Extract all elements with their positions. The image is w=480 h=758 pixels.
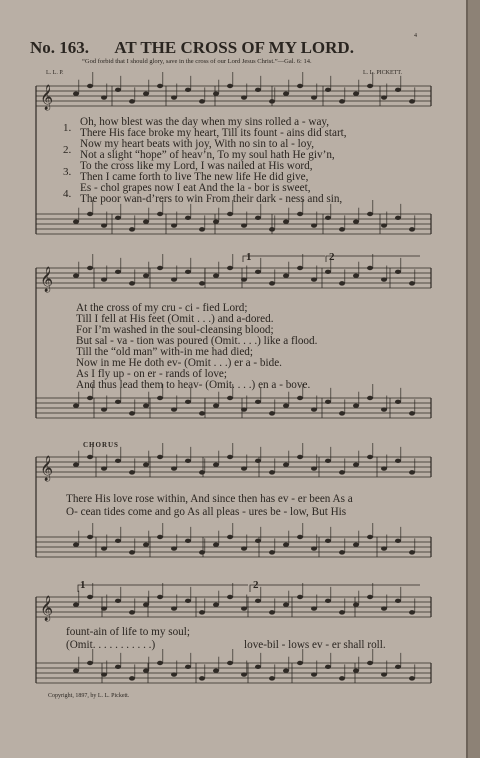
verse-1-line-b: There His face broke my heart, Till its fount - ains did start, [80, 127, 347, 139]
system-3-treble-note [283, 462, 289, 466]
system-3-bass-note [115, 539, 121, 543]
system-4-treble-note [171, 606, 177, 610]
system-3-treble-note [101, 466, 107, 470]
verse-4-line-b: The poor wan-d’rers to win From their dark - ness and sin, [80, 193, 343, 205]
system-4-treble-note [395, 599, 401, 603]
system-4-treble-note [283, 602, 289, 606]
system-2-treble-note [255, 270, 261, 274]
system-1-bass-note [283, 219, 289, 223]
system-2-treble-note [115, 270, 121, 274]
system-2-bass-note [213, 403, 219, 407]
system-2-treble-note [101, 277, 107, 281]
system-1-bass-note [367, 212, 373, 216]
system-1-bass-note [241, 223, 247, 227]
system-2-bass-note [73, 403, 79, 407]
chorus-line-4-second: love-bil - lows ev - er shall roll. [244, 639, 386, 651]
system-2-bass-note [353, 403, 359, 407]
system-4-treble-note [241, 606, 247, 610]
system-2-bass-note [143, 403, 149, 407]
system-4-treble-note [115, 599, 121, 603]
system-2-treble-note [241, 277, 247, 281]
system-4-bass-note [339, 676, 345, 680]
first-ending-bracket [243, 256, 325, 262]
system-2-bass-note [311, 407, 317, 411]
verse-1-line-d: Till I fell at His feet (Omit . . .) and a-dored. [76, 313, 274, 325]
system-4-bass-note [87, 661, 93, 665]
system-4-bass-note [353, 668, 359, 672]
system-2-treble-note [381, 277, 387, 281]
system-4-treble-note [381, 606, 387, 610]
system-1-bass-note [157, 212, 163, 216]
system-3-bass-note [241, 546, 247, 550]
system-3-treble-note [311, 466, 317, 470]
system-1-bass-note [213, 219, 219, 223]
verse-2-line-a: Now my heart beats with joy, With no sin to al - loy, [80, 138, 315, 150]
system-4-treble-note [143, 602, 149, 606]
system-4-treble-note [129, 610, 135, 614]
first-ending-mark: 1 [246, 251, 252, 263]
system-4-treble-note [311, 606, 317, 610]
system-2-treble-note [87, 266, 93, 270]
system-2-treble-note [311, 277, 317, 281]
system-1-bass-note [185, 216, 191, 220]
system-1-bass-note [269, 227, 275, 231]
chorus-line-1: There His love rose within, And since then has ev - er been As a [66, 493, 353, 505]
verse-3-line-b: Then I came forth to live The new life He did give, [80, 171, 309, 183]
system-3-treble-note [255, 459, 261, 463]
chorus-first-ending-mark: 1 [80, 579, 86, 591]
system-4-treble-note [297, 595, 303, 599]
system-2-bass-note [241, 407, 247, 411]
system-1-bass-note [171, 223, 177, 227]
system-3-treble-note [381, 466, 387, 470]
system-1-treble-note [185, 88, 191, 92]
system-2-treble-note [283, 273, 289, 277]
system-2-treble-note [73, 273, 79, 277]
system-1-treble-note [115, 88, 121, 92]
system-4-bass-note [381, 672, 387, 676]
system-4-bass-note [101, 672, 107, 676]
verse-3-line-a: To the cross like my Lord, I was nailed at His word, [80, 160, 313, 172]
system-2-bass-note [367, 396, 373, 400]
system-4-treble-note [353, 602, 359, 606]
system-4-bass-note [409, 676, 415, 680]
system-3-treble-note [269, 470, 275, 474]
copyright: Copyright, 1897, by L. L. Pickett. [48, 693, 130, 699]
system-2-treble-note [143, 273, 149, 277]
chorus-second-ending-bracket [250, 585, 420, 592]
verse-3-line-c: Till the “old man” with-in me had died; [76, 346, 254, 358]
system-4-treble-note [87, 595, 93, 599]
verse-2-line-d: But sal - va - tion was poured (Omit. . . .) like a flood. [76, 335, 318, 347]
system-2-bass-note [129, 411, 135, 415]
system-3-treble-note [213, 462, 219, 466]
system-1-bass-note [339, 227, 345, 231]
system-3-treble-note [367, 455, 373, 459]
system-2-treble-note [227, 266, 233, 270]
system-3-bass-note [101, 546, 107, 550]
chorus-line-2: O- cean tides come and go As all pleas - ures be - low, But His [66, 506, 347, 518]
system-4-bass-note [269, 676, 275, 680]
verse-4-line-c: As I fly up - on er - rands of love; [76, 368, 227, 380]
system-4-treble-note [185, 599, 191, 603]
system-2-bass-note [269, 411, 275, 415]
system-2-treble-note [395, 270, 401, 274]
system-2-bass-note [157, 396, 163, 400]
system-3-treble-note [115, 459, 121, 463]
system-4-treble-note [227, 595, 233, 599]
system-3-bass-note [73, 542, 79, 546]
system-3-treble-note [87, 455, 93, 459]
system-1-bass-note [115, 216, 121, 220]
system-1-bass-note [143, 219, 149, 223]
system-1-treble-note [325, 88, 331, 92]
chorus-label: CHORUS [83, 441, 119, 449]
system-2-treble-clef-icon: 𝄞 [40, 267, 54, 292]
system-3-bass-note [367, 535, 373, 539]
system-3-bass-note [199, 550, 205, 554]
system-2-treble-note [409, 281, 415, 285]
system-3-bass-note [213, 542, 219, 546]
system-3-bass-note [227, 535, 233, 539]
system-1-treble-note [73, 91, 79, 95]
verse-3-line-d: Now in me He doth ev- (Omit . . .) er a - bide. [76, 357, 282, 369]
system-2-bass-note [115, 400, 121, 404]
system-4-bass-note [157, 661, 163, 665]
system-4-bass-note [213, 668, 219, 672]
system-3-treble-note [185, 459, 191, 463]
system-4-bass-note [325, 665, 331, 669]
system-4-bass-note [199, 676, 205, 680]
system-3-treble-note [353, 462, 359, 466]
system-2-bass-note [325, 400, 331, 404]
system-1-bass-note [325, 216, 331, 220]
system-1-treble-note [311, 95, 317, 99]
system-3-bass-note [143, 542, 149, 546]
system-1-treble-note [395, 88, 401, 92]
system-1-treble-note [143, 91, 149, 95]
system-3-treble-note [325, 459, 331, 463]
verse-1-line-c: At the cross of my cru - ci - fied Lord; [76, 302, 248, 314]
system-4-bass-note [227, 661, 233, 665]
system-3-bass-note [311, 546, 317, 550]
system-4-bass-note [395, 665, 401, 669]
system-3-bass-note [381, 546, 387, 550]
system-1-treble-note [87, 84, 93, 88]
system-3-treble-note [129, 470, 135, 474]
system-2-bass-note [87, 396, 93, 400]
system-4-treble-note [213, 602, 219, 606]
system-4-treble-clef-icon: 𝄞 [40, 596, 54, 621]
system-4-bass-note [185, 665, 191, 669]
system-1-treble-note [381, 95, 387, 99]
system-4-treble-note [199, 610, 205, 614]
system-1-treble-note [213, 91, 219, 95]
system-2-treble-note [157, 266, 163, 270]
system-4-bass-note [367, 661, 373, 665]
system-2-treble-note [171, 277, 177, 281]
system-4-bass-note [171, 672, 177, 676]
system-4-treble-note [325, 599, 331, 603]
system-1-bass-note [199, 227, 205, 231]
verse-number-2: 2. [63, 144, 72, 156]
system-2-bass-note [171, 407, 177, 411]
system-2-bass-note [283, 403, 289, 407]
system-1-bass-note [311, 223, 317, 227]
system-3-bass-note [129, 550, 135, 554]
words-by: L. L. P. [46, 70, 64, 76]
system-2-bass-note [199, 411, 205, 415]
system-1-bass-note [87, 212, 93, 216]
system-4-treble-note [157, 595, 163, 599]
chorus-second-ending-mark: 2 [253, 579, 259, 591]
system-1-treble-note [241, 95, 247, 99]
system-1-bass-note [73, 219, 79, 223]
verse-1-line-a: Oh, how blest was the day when my sins rolled a - way, [80, 116, 330, 128]
system-3-bass-note [409, 550, 415, 554]
system-1-bass-note [297, 212, 303, 216]
system-4-treble-note [73, 602, 79, 606]
system-3-bass-note [395, 539, 401, 543]
system-3-bass-note [297, 535, 303, 539]
system-3-bass-note [353, 542, 359, 546]
system-2-treble-note [269, 281, 275, 285]
system-3-treble-note [171, 466, 177, 470]
system-2-bass-note [185, 400, 191, 404]
system-4-bass-note [255, 665, 261, 669]
system-2-bass-note [409, 411, 415, 415]
verse-number-3: 3. [63, 166, 72, 178]
system-4-treble-note [255, 599, 261, 603]
verse-2-line-b: Not a slight “hope” of heav’n, To my soul hath He giv’n, [80, 149, 335, 161]
system-1-treble-note [255, 88, 261, 92]
verse-2-line-c: For I’m washed in the soul-cleansing blood; [76, 324, 274, 336]
system-1-bass-note [255, 216, 261, 220]
system-2-bass-note [297, 396, 303, 400]
system-4-treble-note [339, 610, 345, 614]
system-1-bass-note [129, 227, 135, 231]
system-3-treble-note [297, 455, 303, 459]
system-1-treble-note [129, 99, 135, 103]
hymn-title: AT THE CROSS OF MY LORD. [114, 38, 354, 57]
system-1-treble-note [339, 99, 345, 103]
system-4-treble-note [409, 610, 415, 614]
system-1-bass-note [409, 227, 415, 231]
system-3-bass-note [325, 539, 331, 543]
system-4-bass-note [241, 672, 247, 676]
system-1-bass-note [227, 212, 233, 216]
system-1-bass-note [395, 216, 401, 220]
epigraph: “God forbid that I should glory, save in the cross of our Lord Jesus Christ.”—Gal. 6: 14. [82, 58, 312, 65]
system-2-treble-note [353, 273, 359, 277]
system-4-treble-note [269, 610, 275, 614]
system-1-treble-note [353, 91, 359, 95]
system-4-bass-note [129, 676, 135, 680]
system-1-treble-note [409, 99, 415, 103]
system-3-bass-note [87, 535, 93, 539]
system-1-treble-note [227, 84, 233, 88]
system-1-treble-clef-icon: 𝄞 [40, 85, 54, 110]
chorus-line-4-first: (Omit. . . . . . . . . . .) [66, 639, 156, 651]
system-4-bass-note [143, 668, 149, 672]
system-3-treble-note [395, 459, 401, 463]
system-3-bass-note [269, 550, 275, 554]
verse-4-line-a: Es - chol grapes now I eat And the la - bor is sweet, [80, 182, 311, 194]
system-1-treble-note [367, 84, 373, 88]
system-1-bass-note [101, 223, 107, 227]
system-3-treble-note [199, 470, 205, 474]
system-3-bass-note [185, 539, 191, 543]
system-2-bass-note [339, 411, 345, 415]
system-3-treble-clef-icon: 𝄞 [40, 456, 54, 481]
system-3-treble-note [409, 470, 415, 474]
verse-number-4: 4. [63, 188, 72, 200]
system-1-treble-note [269, 99, 275, 103]
system-3-treble-note [227, 455, 233, 459]
system-2-bass-note [381, 407, 387, 411]
hymn-header [30, 38, 354, 58]
system-3-bass-note [157, 535, 163, 539]
verse-4-line-d: And thus lead them to heav- (Omit. . . .) en a - bove. [76, 379, 311, 391]
system-1-treble-note [297, 84, 303, 88]
system-3-bass-note [283, 542, 289, 546]
system-4-treble-note [367, 595, 373, 599]
system-2-bass-note [101, 407, 107, 411]
system-2-bass-note [227, 396, 233, 400]
system-3-treble-note [73, 462, 79, 466]
system-1-bass-note [381, 223, 387, 227]
system-2-bass-note [255, 400, 261, 404]
system-3-treble-note [339, 470, 345, 474]
system-4-treble-note [101, 606, 107, 610]
system-4-bass-note [311, 672, 317, 676]
hymn-number: No. 163. [30, 38, 90, 57]
system-2-treble-note [325, 270, 331, 274]
system-3-treble-note [157, 455, 163, 459]
system-2-treble-note [339, 281, 345, 285]
system-3-bass-note [171, 546, 177, 550]
verse-number-1: 1. [63, 122, 72, 134]
system-3-bass-note [339, 550, 345, 554]
system-4-bass-note [115, 665, 121, 669]
system-2-treble-note [129, 281, 135, 285]
system-2-bass-note [395, 400, 401, 404]
second-ending-mark: 2 [329, 251, 335, 263]
system-2-treble-note [185, 270, 191, 274]
system-1-treble-note [157, 84, 163, 88]
system-1-treble-note [199, 99, 205, 103]
system-4-bass-note [73, 668, 79, 672]
system-3-bass-note [255, 539, 261, 543]
system-2-treble-note [297, 266, 303, 270]
system-1-treble-note [283, 91, 289, 95]
system-2-treble-note [213, 273, 219, 277]
system-2-treble-note [199, 281, 205, 285]
chorus-line-3: fount-ain of life to my soul; [66, 626, 190, 638]
system-1-treble-note [101, 95, 107, 99]
system-2-treble-note [367, 266, 373, 270]
system-4-bass-note [283, 668, 289, 672]
system-1-treble-note [171, 95, 177, 99]
music-by: L. L. PICKETT. [363, 70, 403, 76]
system-3-treble-note [143, 462, 149, 466]
page-mark: 4 [414, 33, 417, 39]
system-3-treble-note [241, 466, 247, 470]
system-1-bass-note [353, 219, 359, 223]
system-4-bass-note [297, 661, 303, 665]
